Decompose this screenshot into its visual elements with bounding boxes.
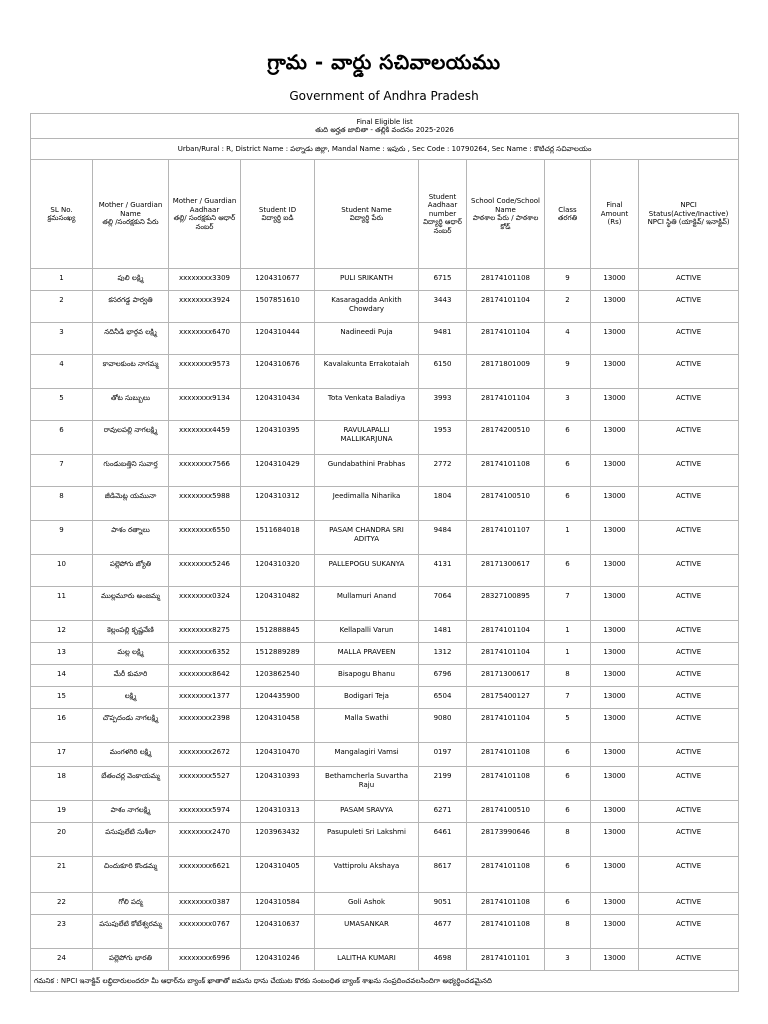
cell-mother-aadhaar: xxxxxxxx0387 bbox=[169, 893, 241, 915]
cell-student-id: 1204310676 bbox=[241, 355, 315, 389]
cell-amount: 13000 bbox=[591, 621, 639, 643]
cell-npci-status: ACTIVE bbox=[639, 487, 739, 521]
list-caption-english: Final Eligible list bbox=[356, 117, 413, 126]
cell-student-name: Bethamcherla Suvartha Raju bbox=[315, 767, 419, 801]
cell-student-aadhaar: 4677 bbox=[419, 915, 467, 949]
cell-mother-name: గోలి పద్మ bbox=[93, 893, 169, 915]
cell-student-aadhaar: 1953 bbox=[419, 421, 467, 455]
cell-npci-status: ACTIVE bbox=[639, 269, 739, 291]
cell-class: 9 bbox=[545, 269, 591, 291]
cell-sl-no: 20 bbox=[31, 823, 93, 857]
cell-npci-status: ACTIVE bbox=[639, 455, 739, 487]
cell-npci-status: ACTIVE bbox=[639, 643, 739, 665]
cell-npci-status: ACTIVE bbox=[639, 801, 739, 823]
cell-student-name: PASAM SRAVYA bbox=[315, 801, 419, 823]
cell-mother-aadhaar: xxxxxxxx8275 bbox=[169, 621, 241, 643]
page-title-telugu: గ్రామ - వార్డు సచివాలయము bbox=[267, 50, 501, 74]
cell-mother-name: బేతంచర్ల వెంకాయమ్మ bbox=[93, 767, 169, 801]
cell-class: 9 bbox=[545, 355, 591, 389]
cell-mother-name: పాశం నాగలక్ష్మి bbox=[93, 801, 169, 823]
cell-amount: 13000 bbox=[591, 915, 639, 949]
cell-mother-aadhaar: xxxxxxxx9573 bbox=[169, 355, 241, 389]
cell-sl-no: 18 bbox=[31, 767, 93, 801]
cell-class: 5 bbox=[545, 709, 591, 743]
cell-school-code: 28174101101 bbox=[467, 949, 545, 971]
cell-mother-aadhaar: xxxxxxxx6352 bbox=[169, 643, 241, 665]
cell-mother-name: జీడిమెట్ల యమునా bbox=[93, 487, 169, 521]
table-row bbox=[31, 857, 739, 893]
cell-npci-status: ACTIVE bbox=[639, 621, 739, 643]
cell-student-name: Mangalagiri Vamsi bbox=[315, 743, 419, 767]
cell-mother-name: నదినీడి భార్గవ లక్ష్మి bbox=[93, 323, 169, 355]
cell-school-code: 28327100895 bbox=[467, 587, 545, 621]
cell-mother-aadhaar: xxxxxxxx2470 bbox=[169, 823, 241, 857]
cell-mother-aadhaar: xxxxxxxx2672 bbox=[169, 743, 241, 767]
table-row bbox=[31, 915, 739, 949]
cell-sl-no: 13 bbox=[31, 643, 93, 665]
document-page bbox=[30, 0, 738, 992]
cell-amount: 13000 bbox=[591, 665, 639, 687]
cell-class: 6 bbox=[545, 455, 591, 487]
cell-student-name: Mullamuri Anand bbox=[315, 587, 419, 621]
cell-student-name: Pasupuleti Sri Lakshmi bbox=[315, 823, 419, 857]
cell-student-aadhaar: 1312 bbox=[419, 643, 467, 665]
cell-class: 3 bbox=[545, 949, 591, 971]
cell-sl-no: 2 bbox=[31, 291, 93, 323]
table-row bbox=[31, 455, 739, 487]
table-row bbox=[31, 893, 739, 915]
cell-npci-status: ACTIVE bbox=[639, 893, 739, 915]
table-row bbox=[31, 355, 739, 389]
cell-amount: 13000 bbox=[591, 455, 639, 487]
cell-school-code: 28174101107 bbox=[467, 521, 545, 555]
cell-school-code: 28174100510 bbox=[467, 801, 545, 823]
cell-mother-aadhaar: xxxxxxxx2398 bbox=[169, 709, 241, 743]
cell-school-code: 28171300617 bbox=[467, 665, 545, 687]
cell-mother-name: పల్లెపోగు భారతి bbox=[93, 949, 169, 971]
cell-school-code: 28174101108 bbox=[467, 915, 545, 949]
cell-class: 1 bbox=[545, 521, 591, 555]
cell-amount: 13000 bbox=[591, 949, 639, 971]
cell-school-code: 28174101104 bbox=[467, 389, 545, 421]
cell-school-code: 28174101108 bbox=[467, 857, 545, 893]
cell-student-aadhaar: 3993 bbox=[419, 389, 467, 421]
cell-student-aadhaar: 4698 bbox=[419, 949, 467, 971]
cell-amount: 13000 bbox=[591, 823, 639, 857]
table-row bbox=[31, 421, 739, 455]
cell-sl-no: 16 bbox=[31, 709, 93, 743]
cell-amount: 13000 bbox=[591, 709, 639, 743]
cell-sl-no: 11 bbox=[31, 587, 93, 621]
cell-school-code: 28171300617 bbox=[467, 555, 545, 587]
cell-student-id: 1511684018 bbox=[241, 521, 315, 555]
cell-class: 7 bbox=[545, 687, 591, 709]
cell-mother-aadhaar: xxxxxxxx6550 bbox=[169, 521, 241, 555]
cell-sl-no: 3 bbox=[31, 323, 93, 355]
cell-student-id: 1512889289 bbox=[241, 643, 315, 665]
cell-class: 7 bbox=[545, 587, 591, 621]
cell-mother-aadhaar: xxxxxxxx5527 bbox=[169, 767, 241, 801]
cell-sl-no: 1 bbox=[31, 269, 93, 291]
cell-npci-status: ACTIVE bbox=[639, 323, 739, 355]
cell-class: 8 bbox=[545, 665, 591, 687]
cell-amount: 13000 bbox=[591, 487, 639, 521]
cell-mother-name: కెల్లంపల్లి కృష్ణవేణి bbox=[93, 621, 169, 643]
cell-sl-no: 19 bbox=[31, 801, 93, 823]
cell-mother-name: చిందుకూరి కొండమ్మ bbox=[93, 857, 169, 893]
cell-student-name: PALLEPOGU SUKANYA bbox=[315, 555, 419, 587]
cell-student-id: 1204310584 bbox=[241, 893, 315, 915]
cell-amount: 13000 bbox=[591, 643, 639, 665]
cell-class: 6 bbox=[545, 767, 591, 801]
cell-student-name: Kellapalli Varun bbox=[315, 621, 419, 643]
cell-amount: 13000 bbox=[591, 521, 639, 555]
table-row bbox=[31, 291, 739, 323]
cell-school-code: 28174101104 bbox=[467, 621, 545, 643]
cell-mother-name: చొప్పదండు నాగలక్ష్మి bbox=[93, 709, 169, 743]
cell-student-id: 1204310482 bbox=[241, 587, 315, 621]
cell-student-name: Nadineedi Puja bbox=[315, 323, 419, 355]
cell-student-name: LALITHA KUMARI bbox=[315, 949, 419, 971]
cell-amount: 13000 bbox=[591, 291, 639, 323]
cell-mother-aadhaar: xxxxxxxx7566 bbox=[169, 455, 241, 487]
table-row bbox=[31, 269, 739, 291]
cell-student-id: 1204310470 bbox=[241, 743, 315, 767]
cell-npci-status: ACTIVE bbox=[639, 915, 739, 949]
cell-student-name: MALLA PRAVEEN bbox=[315, 643, 419, 665]
cell-sl-no: 12 bbox=[31, 621, 93, 643]
cell-student-name: PASAM CHANDRA SRI ADITYA bbox=[315, 521, 419, 555]
cell-student-aadhaar: 6715 bbox=[419, 269, 467, 291]
cell-sl-no: 24 bbox=[31, 949, 93, 971]
cell-npci-status: ACTIVE bbox=[639, 823, 739, 857]
cell-school-code: 28174101104 bbox=[467, 643, 545, 665]
cell-student-id: 1204310677 bbox=[241, 269, 315, 291]
cell-amount: 13000 bbox=[591, 421, 639, 455]
table-row bbox=[31, 323, 739, 355]
table-row bbox=[31, 389, 739, 421]
cell-student-id: 1204310444 bbox=[241, 323, 315, 355]
cell-sl-no: 17 bbox=[31, 743, 93, 767]
cell-school-code: 28171801009 bbox=[467, 355, 545, 389]
column-header: Final Amount (Rs) bbox=[591, 160, 639, 269]
cell-student-name: Jeedimalla Niharika bbox=[315, 487, 419, 521]
cell-school-code: 28174101108 bbox=[467, 893, 545, 915]
cell-class: 2 bbox=[545, 291, 591, 323]
list-caption bbox=[31, 114, 739, 139]
cell-school-code: 28174101104 bbox=[467, 291, 545, 323]
cell-school-code: 28174101108 bbox=[467, 743, 545, 767]
eligible-list-table bbox=[30, 113, 739, 992]
cell-sl-no: 10 bbox=[31, 555, 93, 587]
column-header: Student Aadhaar number విద్యార్థి ఆధార్ నంబర్ bbox=[419, 160, 467, 269]
cell-mother-aadhaar: xxxxxxxx0767 bbox=[169, 915, 241, 949]
cell-student-aadhaar: 9080 bbox=[419, 709, 467, 743]
cell-amount: 13000 bbox=[591, 355, 639, 389]
cell-mother-aadhaar: xxxxxxxx8642 bbox=[169, 665, 241, 687]
cell-mother-name: పసుపులేటి సుశీలా bbox=[93, 823, 169, 857]
cell-class: 6 bbox=[545, 857, 591, 893]
cell-mother-aadhaar: xxxxxxxx4459 bbox=[169, 421, 241, 455]
cell-sl-no: 9 bbox=[31, 521, 93, 555]
cell-class: 6 bbox=[545, 743, 591, 767]
cell-student-aadhaar: 6796 bbox=[419, 665, 467, 687]
cell-school-code: 28175400127 bbox=[467, 687, 545, 709]
table-header-row bbox=[31, 160, 739, 269]
cell-student-aadhaar: 1804 bbox=[419, 487, 467, 521]
cell-mother-aadhaar: xxxxxxxx3309 bbox=[169, 269, 241, 291]
cell-student-aadhaar: 9051 bbox=[419, 893, 467, 915]
cell-amount: 13000 bbox=[591, 389, 639, 421]
cell-mother-aadhaar: xxxxxxxx5988 bbox=[169, 487, 241, 521]
cell-mother-name: మల్ల లక్ష్మి bbox=[93, 643, 169, 665]
cell-class: 1 bbox=[545, 621, 591, 643]
cell-student-name: Bisapogu Bhanu bbox=[315, 665, 419, 687]
cell-class: 6 bbox=[545, 487, 591, 521]
cell-amount: 13000 bbox=[591, 687, 639, 709]
cell-student-name: PULI SRIKANTH bbox=[315, 269, 419, 291]
cell-school-code: 28173990646 bbox=[467, 823, 545, 857]
cell-student-aadhaar: 4131 bbox=[419, 555, 467, 587]
cell-npci-status: ACTIVE bbox=[639, 587, 739, 621]
cell-student-aadhaar: 2199 bbox=[419, 767, 467, 801]
cell-student-id: 1203862540 bbox=[241, 665, 315, 687]
cell-mother-aadhaar: xxxxxxxx1377 bbox=[169, 687, 241, 709]
cell-student-id: 1204310320 bbox=[241, 555, 315, 587]
cell-class: 1 bbox=[545, 643, 591, 665]
table-row bbox=[31, 555, 739, 587]
cell-sl-no: 21 bbox=[31, 857, 93, 893]
cell-student-name: Kavalakunta Errakotaiah bbox=[315, 355, 419, 389]
cell-school-code: 28174101104 bbox=[467, 709, 545, 743]
cell-student-id: 1203963432 bbox=[241, 823, 315, 857]
cell-student-aadhaar: 6461 bbox=[419, 823, 467, 857]
cell-mother-name: రావులపల్లి నాగలక్ష్మి bbox=[93, 421, 169, 455]
cell-student-aadhaar: 8617 bbox=[419, 857, 467, 893]
filter-line: Urban/Rural : R, District Name : పల్నాడు జిల్లా, Mandal Name : ఇపురు , Sec Code : 10790264, Sec Name : కొటిచర్ల సచివాలయం bbox=[31, 139, 739, 160]
cell-mother-name: కసరగడ్డ పార్వతి bbox=[93, 291, 169, 323]
cell-npci-status: ACTIVE bbox=[639, 665, 739, 687]
cell-npci-status: ACTIVE bbox=[639, 949, 739, 971]
table-row bbox=[31, 743, 739, 767]
table-row bbox=[31, 643, 739, 665]
cell-student-name: RAVULAPALLI MALLIKARJUNA bbox=[315, 421, 419, 455]
cell-class: 6 bbox=[545, 555, 591, 587]
cell-student-name: Vattiprolu Akshaya bbox=[315, 857, 419, 893]
cell-student-id: 1204310637 bbox=[241, 915, 315, 949]
cell-student-id: 1204310246 bbox=[241, 949, 315, 971]
cell-student-name: Bodigari Teja bbox=[315, 687, 419, 709]
cell-sl-no: 4 bbox=[31, 355, 93, 389]
cell-npci-status: ACTIVE bbox=[639, 857, 739, 893]
cell-mother-aadhaar: xxxxxxxx0324 bbox=[169, 587, 241, 621]
cell-sl-no: 7 bbox=[31, 455, 93, 487]
cell-amount: 13000 bbox=[591, 801, 639, 823]
cell-mother-name: పాశం రత్నాలు bbox=[93, 521, 169, 555]
cell-sl-no: 8 bbox=[31, 487, 93, 521]
cell-mother-aadhaar: xxxxxxxx6621 bbox=[169, 857, 241, 893]
cell-class: 8 bbox=[545, 915, 591, 949]
cell-student-name: Kasaragadda Ankith Chowdary bbox=[315, 291, 419, 323]
cell-sl-no: 23 bbox=[31, 915, 93, 949]
cell-school-code: 28174101104 bbox=[467, 323, 545, 355]
table-row bbox=[31, 665, 739, 687]
cell-class: 6 bbox=[545, 893, 591, 915]
cell-student-id: 1204310313 bbox=[241, 801, 315, 823]
cell-mother-aadhaar: xxxxxxxx5974 bbox=[169, 801, 241, 823]
cell-student-aadhaar: 0197 bbox=[419, 743, 467, 767]
cell-npci-status: ACTIVE bbox=[639, 389, 739, 421]
column-header: Student Name విద్యార్థి పేరు bbox=[315, 160, 419, 269]
cell-amount: 13000 bbox=[591, 323, 639, 355]
cell-student-name: Malla Swathi bbox=[315, 709, 419, 743]
cell-student-id: 1204435900 bbox=[241, 687, 315, 709]
cell-amount: 13000 bbox=[591, 269, 639, 291]
list-caption-telugu: తుది అర్హత జాబితా - తల్లికి వందనం 2025-2026 bbox=[315, 126, 454, 134]
cell-student-name: Gundabathini Prabhas bbox=[315, 455, 419, 487]
cell-class: 3 bbox=[545, 389, 591, 421]
cell-sl-no: 6 bbox=[31, 421, 93, 455]
cell-school-code: 28174100510 bbox=[467, 487, 545, 521]
cell-amount: 13000 bbox=[591, 587, 639, 621]
table-row bbox=[31, 487, 739, 521]
cell-student-id: 1204310405 bbox=[241, 857, 315, 893]
table-row bbox=[31, 621, 739, 643]
cell-school-code: 28174101108 bbox=[467, 767, 545, 801]
cell-npci-status: ACTIVE bbox=[639, 767, 739, 801]
cell-npci-status: ACTIVE bbox=[639, 521, 739, 555]
cell-mother-name: మేరీ కుమారి bbox=[93, 665, 169, 687]
cell-student-aadhaar: 6150 bbox=[419, 355, 467, 389]
column-header: SL No. క్రమసంఖ్య bbox=[31, 160, 93, 269]
cell-school-code: 28174101108 bbox=[467, 455, 545, 487]
table-row bbox=[31, 587, 739, 621]
cell-npci-status: ACTIVE bbox=[639, 421, 739, 455]
cell-student-aadhaar: 3443 bbox=[419, 291, 467, 323]
cell-student-aadhaar: 9484 bbox=[419, 521, 467, 555]
column-header: Mother / Guardian Name తల్లి /సంరక్షకుని పేరు bbox=[93, 160, 169, 269]
cell-npci-status: ACTIVE bbox=[639, 555, 739, 587]
cell-mother-name: లక్ష్మి bbox=[93, 687, 169, 709]
cell-student-name: Goli Ashok bbox=[315, 893, 419, 915]
cell-student-id: 1204310434 bbox=[241, 389, 315, 421]
table-row bbox=[31, 801, 739, 823]
cell-sl-no: 15 bbox=[31, 687, 93, 709]
cell-student-id: 1204310395 bbox=[241, 421, 315, 455]
table-row bbox=[31, 521, 739, 555]
table-row bbox=[31, 767, 739, 801]
cell-mother-aadhaar: xxxxxxxx3924 bbox=[169, 291, 241, 323]
cell-student-name: UMASANKAR bbox=[315, 915, 419, 949]
page-title-english: Government of Andhra Pradesh bbox=[289, 89, 479, 103]
cell-mother-name: మంగళగిరి లక్ష్మి bbox=[93, 743, 169, 767]
cell-mother-aadhaar: xxxxxxxx5246 bbox=[169, 555, 241, 587]
cell-npci-status: ACTIVE bbox=[639, 743, 739, 767]
table-row bbox=[31, 687, 739, 709]
cell-amount: 13000 bbox=[591, 743, 639, 767]
cell-sl-no: 14 bbox=[31, 665, 93, 687]
cell-mother-name: పసుపులేటి కోటేశ్వరమ్మ bbox=[93, 915, 169, 949]
cell-mother-name: పల్లెపోగు జ్యోతి bbox=[93, 555, 169, 587]
cell-mother-name: తోట సుబ్బులు bbox=[93, 389, 169, 421]
cell-student-aadhaar: 6271 bbox=[419, 801, 467, 823]
cell-mother-name: పులి లక్ష్మి bbox=[93, 269, 169, 291]
cell-school-code: 28174101108 bbox=[467, 269, 545, 291]
cell-student-aadhaar: 1481 bbox=[419, 621, 467, 643]
column-header: Class తరగతి bbox=[545, 160, 591, 269]
footnote: గమనిక : NPCI ఇనాక్టివ్ లబ్ధిదారులందరూ మీ ఆధార్‌ను బ్యాంక్ ఖాతాతో జమను ధాను చేయుట కొరకు సంబంధిత బ్యాంక్ శాఖను సంప్రదించవలసిందిగా అభ్యర్థించడమైనది bbox=[31, 971, 739, 992]
table-row bbox=[31, 949, 739, 971]
cell-mother-aadhaar: xxxxxxxx6470 bbox=[169, 323, 241, 355]
cell-student-aadhaar: 9481 bbox=[419, 323, 467, 355]
column-header: NPCI Status(Active/Inactive) NPCI స్థితి (యాక్టివ్/ ఇనాక్టివ్) bbox=[639, 160, 739, 269]
cell-amount: 13000 bbox=[591, 555, 639, 587]
table-row bbox=[31, 709, 739, 743]
column-header: School Code/School Name పాఠశాల పేరు / పాఠశాల కోడ్ bbox=[467, 160, 545, 269]
cell-mother-name: కావాలకుంట నాగమ్మ bbox=[93, 355, 169, 389]
column-header: Student ID విద్యార్థి ఐడి bbox=[241, 160, 315, 269]
cell-mother-name: గుండుబత్తిని సువార్త bbox=[93, 455, 169, 487]
cell-sl-no: 22 bbox=[31, 893, 93, 915]
cell-student-name: Tota Venkata Baladiya bbox=[315, 389, 419, 421]
cell-class: 8 bbox=[545, 823, 591, 857]
cell-school-code: 28174200510 bbox=[467, 421, 545, 455]
cell-mother-name: ముల్లమూరు అంజమ్మ bbox=[93, 587, 169, 621]
cell-mother-aadhaar: xxxxxxxx6996 bbox=[169, 949, 241, 971]
cell-amount: 13000 bbox=[591, 767, 639, 801]
cell-npci-status: ACTIVE bbox=[639, 291, 739, 323]
cell-student-aadhaar: 7064 bbox=[419, 587, 467, 621]
table-row bbox=[31, 823, 739, 857]
cell-amount: 13000 bbox=[591, 893, 639, 915]
cell-amount: 13000 bbox=[591, 857, 639, 893]
cell-npci-status: ACTIVE bbox=[639, 687, 739, 709]
cell-npci-status: ACTIVE bbox=[639, 355, 739, 389]
cell-student-id: 1507851610 bbox=[241, 291, 315, 323]
cell-sl-no: 5 bbox=[31, 389, 93, 421]
cell-mother-aadhaar: xxxxxxxx9134 bbox=[169, 389, 241, 421]
cell-student-id: 1204310312 bbox=[241, 487, 315, 521]
column-header: Mother / Guardian Aadhaar తల్లి/ సంరక్షకుని ఆధార్ నంబర్ bbox=[169, 160, 241, 269]
cell-student-aadhaar: 6504 bbox=[419, 687, 467, 709]
cell-student-aadhaar: 2772 bbox=[419, 455, 467, 487]
cell-class: 6 bbox=[545, 801, 591, 823]
cell-class: 6 bbox=[545, 421, 591, 455]
cell-student-id: 1204310393 bbox=[241, 767, 315, 801]
cell-npci-status: ACTIVE bbox=[639, 709, 739, 743]
cell-class: 4 bbox=[545, 323, 591, 355]
cell-student-id: 1512888845 bbox=[241, 621, 315, 643]
cell-student-id: 1204310458 bbox=[241, 709, 315, 743]
cell-student-id: 1204310429 bbox=[241, 455, 315, 487]
